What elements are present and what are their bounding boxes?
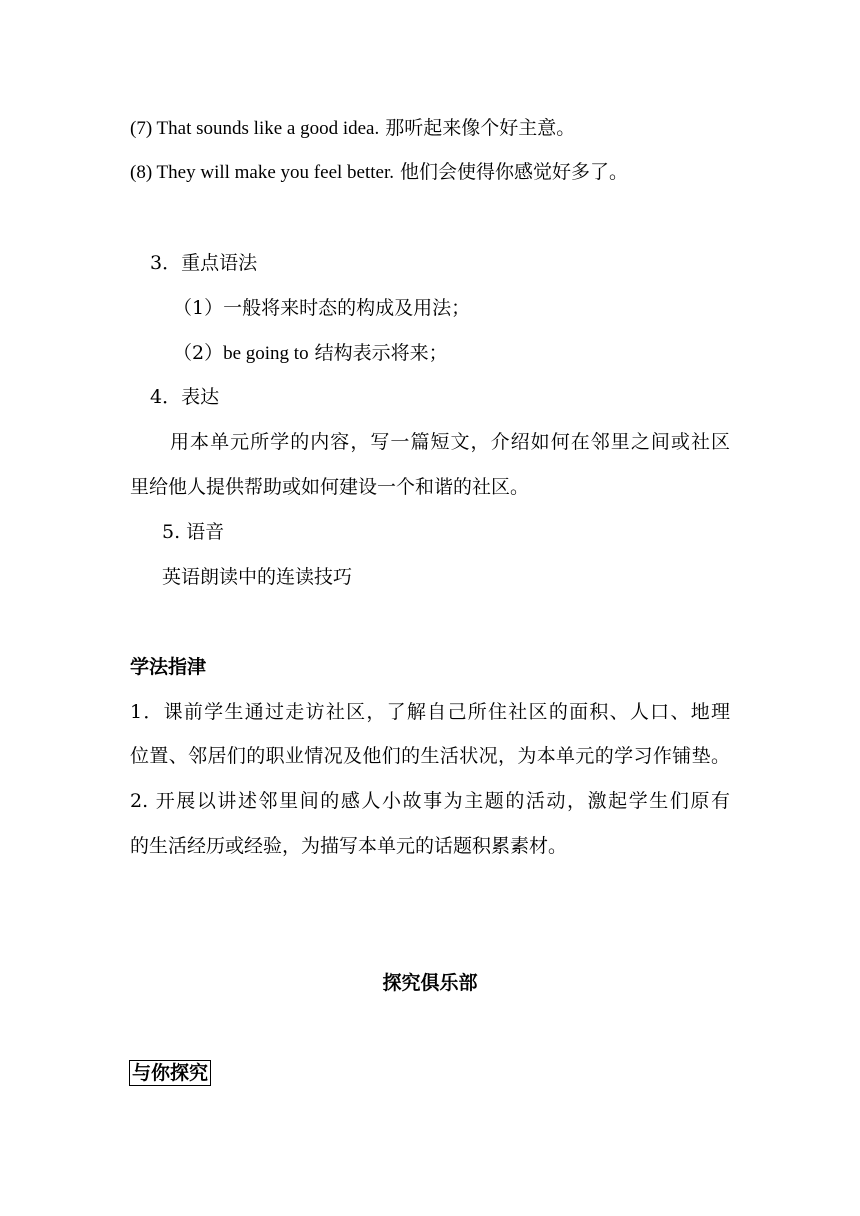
study-guide-p1-line-1: 1．课前学生通过走访社区，了解自己所住社区的面积、人口、地理 — [130, 701, 730, 723]
grammar-item-2-zh: 结构表示将来； — [308, 342, 448, 364]
grammar-item-2 — [173, 341, 448, 366]
study-guide-title: 学法指津 — [130, 656, 207, 678]
expression-line-1: 用本单元所学的内容，写一篇短文，介绍如何在邻里之间或社区 — [170, 431, 730, 453]
grammar-heading: 3．重点语法 — [150, 252, 258, 274]
phonetics-heading: 5. 语音 — [162, 521, 225, 543]
sentence-8 — [130, 160, 628, 185]
grammar-item-1: （1）一般将来时态的构成及用法； — [173, 297, 471, 319]
phonetics-content: 英语朗读中的连读技巧 — [162, 566, 353, 588]
sentence-8-en: (8) They will make you feel better. — [130, 162, 394, 183]
study-guide-p2-line-1: 2. 开展以讲述邻里间的感人小故事为主题的活动，激起学生们原有 — [130, 790, 730, 812]
expression-heading: 4．表达 — [150, 386, 220, 408]
club-box-label: 与你探究 — [129, 1060, 211, 1086]
club-title: 探究俱乐部 — [382, 972, 478, 994]
study-guide-p2-line-2: 的生活经历或经验，为描写本单元的话题积累素材。 — [130, 835, 568, 857]
club-box — [129, 1060, 211, 1086]
grammar-item-2-prefix: （2） — [173, 342, 224, 364]
sentence-7-en: (7) That sounds like a good idea. — [130, 118, 380, 139]
sentence-7 — [130, 116, 575, 141]
sentence-7-zh: 那听起来像个好主意。 — [385, 117, 576, 139]
grammar-item-2-en: be going to — [223, 343, 309, 364]
expression-line-2: 里给他人提供帮助或如何建设一个和谐的社区。 — [130, 476, 530, 498]
sentence-8-zh: 他们会使得你感觉好多了。 — [400, 161, 629, 183]
study-guide-p1-line-2: 位置、邻居们的职业情况及他们的生活状况，为本单元的学习作铺垫。 — [130, 745, 730, 767]
